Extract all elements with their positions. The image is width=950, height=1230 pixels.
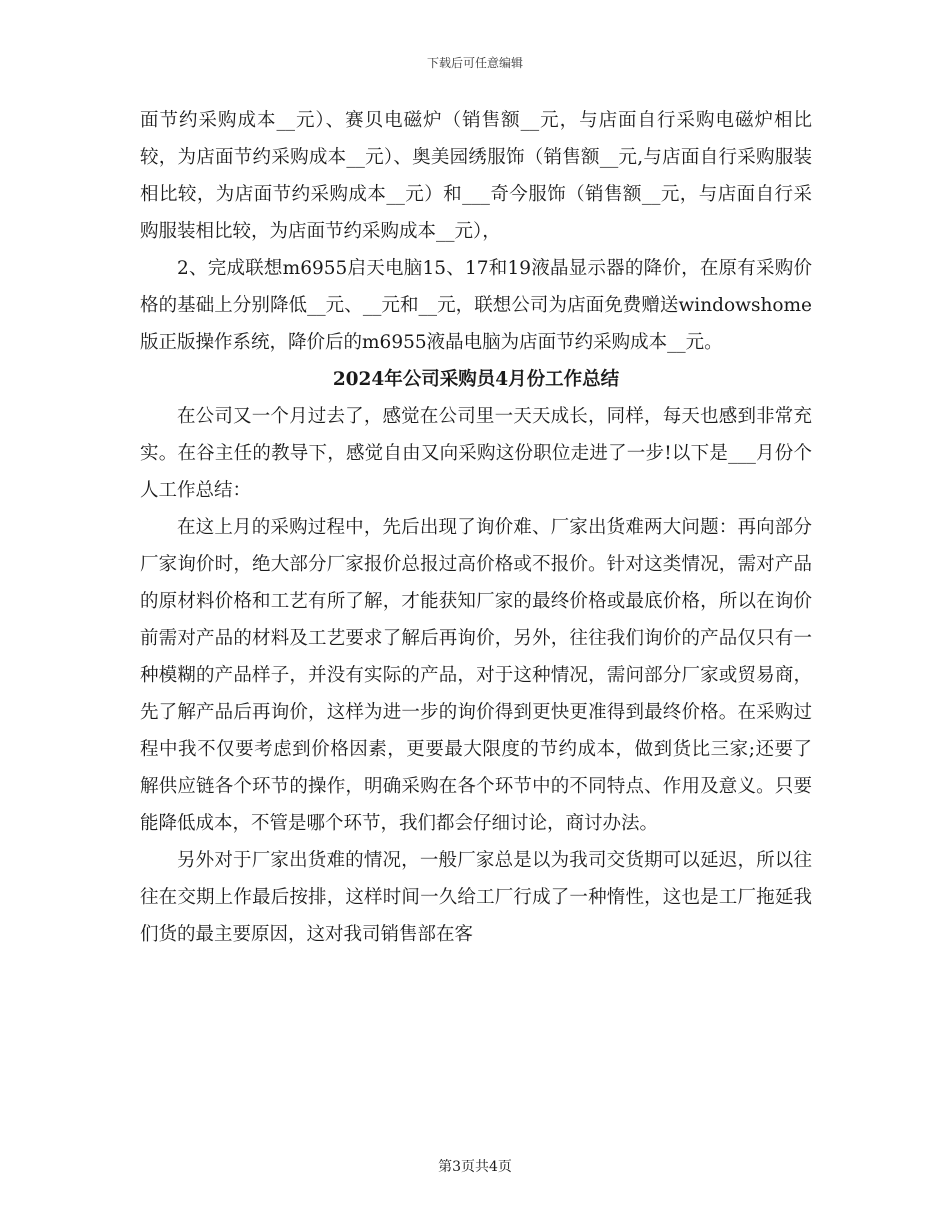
paragraph-continuation: 面节约采购成本__元）、赛贝电磁炉（销售额__元，与店面自行采购电磁炉相比较，为店面节约采购成本__元）、奥美园绣服饰（销售额__元,与店面自行采购服装相比较，为店面节约采购成本__元）和___奇今服饰（销售额__元，与店面自行采购服装相比较，为店面节约采购成本__元）， <box>140 110 812 242</box>
paragraph-item-2: 2、完成联想m6955启天电脑15、17和19液晶显示器的降价，在原有采购价格的基础上分别降低__元、__元和__元，联想公司为店面免费赠送windowshome版正版操作系统，降价后的m6955液晶电脑为店面节约采购成本__元。 <box>140 258 812 353</box>
document-body <box>140 102 812 953</box>
paragraph-procurement-process: 在这上月的采购过程中，先后出现了询价难、厂家出货难两大问题：再向部分厂家询价时，绝大部分厂家报价总报过高价格或不报价。针对这类情况，需对产品的原材料价格和工艺有所了解，才能获知厂家的最终价格或最底价格，所以在询价前需对产品的材料及工艺要求了解后再询价，另外，往往我们询价的产品仅只有一种模糊的产品样子，并没有实际的产品，对于这种情况，需问部分厂家或贸易商，先了解产品后再询价，这样为进一步的询价得到更快更准得到最终价格。在采购过程中我不仅要考虑到价格因素，更要最大限度的节约成本，做到货比三家;还要了解供应链各个环节的操作，明确采购在各个环节中的不同特点、作用及意义。只要能降低成本，不管是哪个环节，我们都会仔细讨论，商讨办法。 <box>140 517 812 834</box>
paragraph-intro: 在公司又一个月过去了，感觉在公司里一天天成长，同样，每天也感到非常充实。在谷主任的教导下，感觉自由又向采购这份职位走进了一步!以下是___月份个人工作总结： <box>140 406 812 501</box>
section-title: 2024年公司采购员4月份工作总结 <box>332 369 620 390</box>
paragraph-shipping-difficulty: 另外对于厂家出货难的情况，一般厂家总是以为我司交货期可以延迟，所以往往在交期上作最后按排，这样时间一久给工厂行成了一种惰性，这也是工厂拖延我们货的最主要原因，这对我司销售部在客 <box>140 850 812 945</box>
page-header-note: 下载后可任意编辑 <box>426 56 523 70</box>
page-number: 第3页共4页 <box>438 1159 512 1175</box>
